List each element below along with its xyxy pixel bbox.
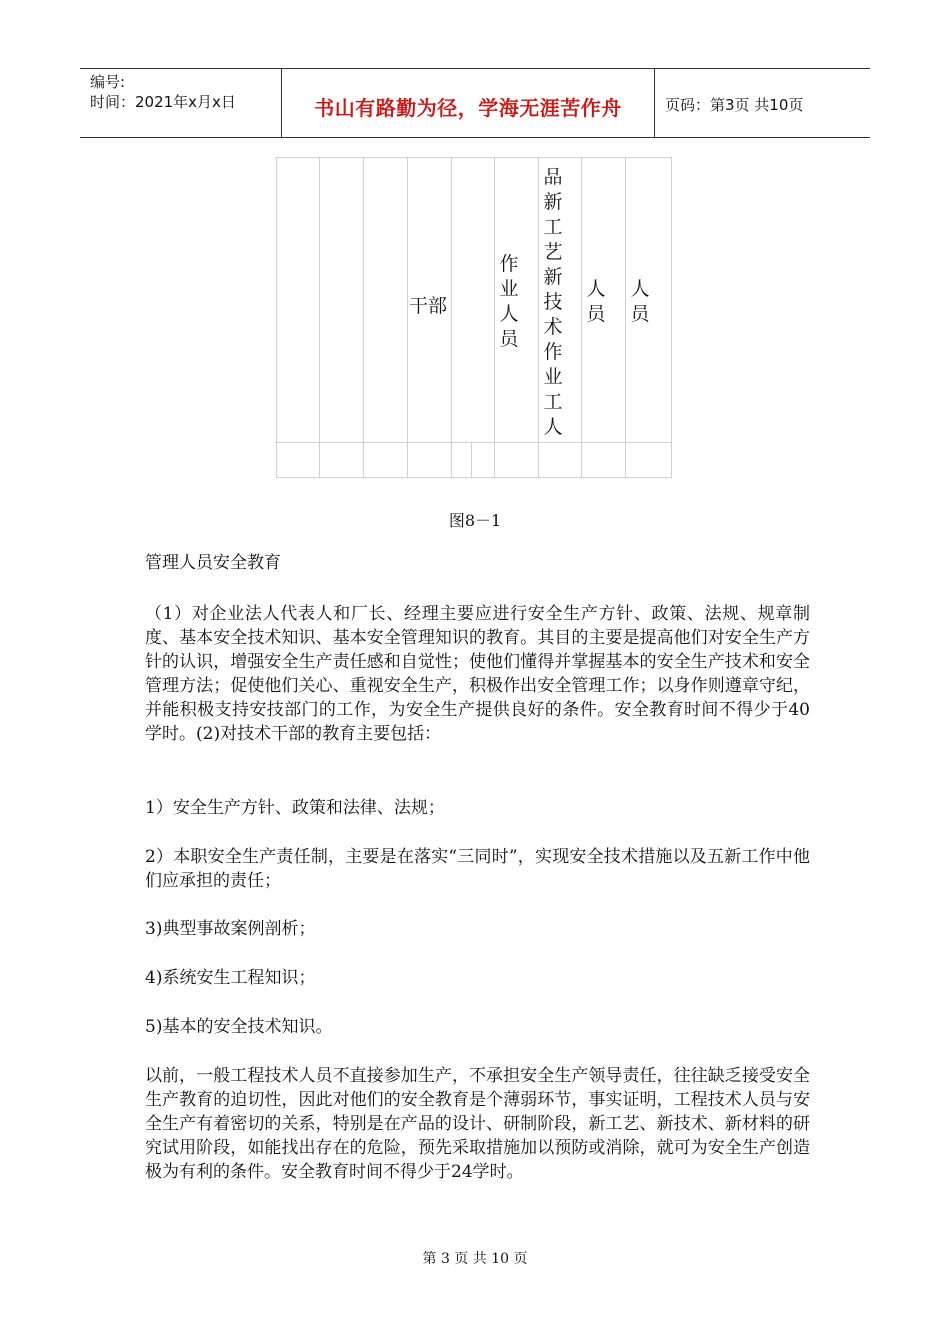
- col-label-cadre: 干部: [409, 295, 448, 317]
- page-header: [80, 68, 870, 138]
- grid-line: [407, 157, 408, 478]
- list-item: 4)系统安生工程知识；: [145, 968, 316, 988]
- col-label-operators: 作业人员: [499, 253, 519, 350]
- header-motto: 书山有路勤为径，学海无涯苦作舟: [314, 96, 622, 120]
- header-meta-cell: [80, 69, 282, 137]
- section-heading: 管理人员安全教育: [145, 553, 281, 573]
- doc-code-label: 编号:: [90, 73, 126, 91]
- grid-line: [276, 442, 672, 443]
- grid-line: [451, 157, 452, 478]
- page-footer: 第 3 页 共 10 页: [422, 1251, 528, 1267]
- list-item: 1）安全生产方针、政策和法律、法规；: [145, 798, 445, 818]
- figure-caption: 图8－1: [448, 511, 502, 530]
- header-page-info: 页码：第3页 共10页: [665, 96, 804, 114]
- grid-line: [319, 157, 320, 478]
- paragraph: 以前，一般工程技术人员不直接参加生产，不承担安全生产领导责任，往往缺乏接受安全生产教育的迫切性，因此对他们的安全教育是个薄弱环节，事实证明，工程技术人员与安全生产有着密切的关系，特别是在产品的设计、研制阶段，新工艺、新技术、新材料的研究试用阶段，如能找出存在的危险，预先采取措施加以预防或消除，就可为安全生产创造极为有利的条件。安全教育时间不得少于24学时。: [145, 1066, 810, 1182]
- header-page-cell: [655, 69, 870, 137]
- grid-line: [625, 157, 626, 478]
- header-motto-cell: [282, 69, 655, 137]
- col-label-new-process-workers: 品新工艺新技术作业工人: [543, 166, 563, 438]
- col-label-personnel-b: 人员: [630, 278, 650, 325]
- grid-line: [363, 157, 364, 478]
- grid-line: [494, 157, 495, 478]
- col-label-personnel-a: 人员: [586, 278, 606, 325]
- grid-line: [538, 157, 539, 478]
- list-item: 2）本职安全生产责任制，主要是在落实“三同时”，实现安全技术措施以及五新工作中他们应承担的责任；: [145, 847, 810, 891]
- figure-table: [276, 157, 672, 478]
- list-item: 5)基本的安全技术知识。: [145, 1017, 333, 1037]
- figure-frame: [276, 157, 672, 478]
- doc-date-label: 时间：2021年x月x日: [90, 93, 236, 111]
- grid-line: [471, 442, 472, 478]
- grid-line: [581, 157, 582, 478]
- list-item: 3)典型事故案例剖析；: [145, 919, 316, 939]
- paragraph: （1）对企业法人代表人和厂长、经理主要应进行安全生产方针、政策、法规、规章制度、基本安全技术知识、基本安全管理知识的教育。其目的主要是提高他们对安全生产方针的认识，增强安全生产责任感和自觉性；使他们懂得并掌握基本的安全生产技术和安全管理方法；促使他们关心、重视安全生产，积极作出安全管理工作；以身作则遵章守纪，并能积极支持安技部门的工作，为安全生产提供良好的条件。安全教育时间不得少于40学时。(2)对技术干部的教育主要包括：: [145, 604, 810, 744]
